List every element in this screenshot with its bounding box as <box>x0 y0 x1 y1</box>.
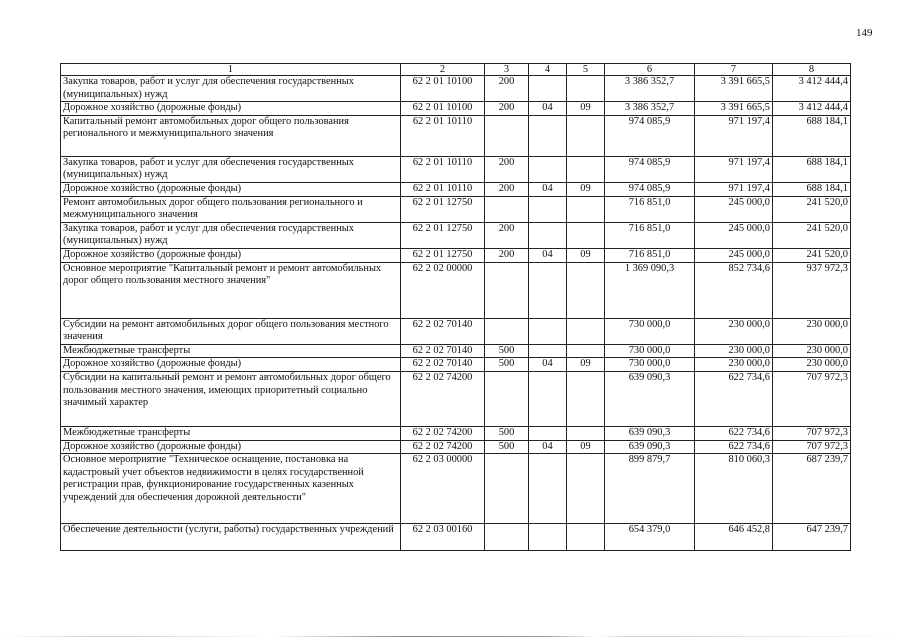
row-col3: 200 <box>485 248 529 262</box>
row-col4 <box>529 426 567 440</box>
row-name: Ремонт автомобильных дорог общего пользования регионального и межмуниципального значения <box>61 196 401 222</box>
row-code: 62 2 01 12750 <box>401 222 485 248</box>
row-col4 <box>529 115 567 156</box>
row-code: 62 2 02 70140 <box>401 344 485 358</box>
row-col4 <box>529 344 567 358</box>
row-col5 <box>567 454 605 524</box>
row-col4 <box>529 156 567 182</box>
row-col6: 654 379,0 <box>605 524 695 551</box>
row-col8: 3 412 444,4 <box>773 102 851 116</box>
row-col4: 04 <box>529 358 567 372</box>
table-row <box>61 440 851 454</box>
row-col8: 688 184,1 <box>773 182 851 196</box>
row-col5: 09 <box>567 182 605 196</box>
row-code: 62 2 01 12750 <box>401 248 485 262</box>
row-code: 62 2 01 10100 <box>401 76 485 102</box>
table-row <box>61 156 851 182</box>
row-col8: 687 239,7 <box>773 454 851 524</box>
row-name: Межбюджетные трансферты <box>61 426 401 440</box>
column-header: 4 <box>529 64 567 76</box>
row-col3 <box>485 196 529 222</box>
column-header: 1 <box>61 64 401 76</box>
row-col5: 09 <box>567 358 605 372</box>
row-name: Закупка товаров, работ и услуг для обеспечения государственных (муниципальных) нужд <box>61 76 401 102</box>
row-col7: 3 391 665,5 <box>695 76 773 102</box>
row-code: 62 2 03 00000 <box>401 454 485 524</box>
row-col7: 245 000,0 <box>695 196 773 222</box>
row-col3: 200 <box>485 222 529 248</box>
table-row <box>61 76 851 102</box>
row-col3 <box>485 371 529 426</box>
table-row <box>61 344 851 358</box>
row-col5: 09 <box>567 102 605 116</box>
row-name: Обеспечение деятельности (услуги, работы) государственных учреждений <box>61 524 401 551</box>
row-name: Основное мероприятие "Техническое оснащение, постановка на кадастровый учет объектов недвижимости в целях государственной регистрации прав, функционирование государственных казенных учреждений для обеспечения дорожной деятельности" <box>61 454 401 524</box>
row-col7: 810 060,3 <box>695 454 773 524</box>
row-col5 <box>567 318 605 344</box>
row-name: Закупка товаров, работ и услуг для обеспечения государственных (муниципальных) нужд <box>61 156 401 182</box>
row-col3: 500 <box>485 344 529 358</box>
row-col5 <box>567 196 605 222</box>
row-col7: 245 000,0 <box>695 222 773 248</box>
row-name: Основное мероприятие "Капитальный ремонт и ремонт автомобильных дорог общего пользования местного значения" <box>61 262 401 318</box>
row-col6: 639 090,3 <box>605 371 695 426</box>
row-code: 62 2 01 10110 <box>401 156 485 182</box>
column-header: 6 <box>605 64 695 76</box>
row-col3: 500 <box>485 426 529 440</box>
table-row <box>61 318 851 344</box>
row-code: 62 2 01 10100 <box>401 102 485 116</box>
row-col5 <box>567 222 605 248</box>
row-col6: 639 090,3 <box>605 426 695 440</box>
row-col3: 200 <box>485 156 529 182</box>
row-col6: 730 000,0 <box>605 344 695 358</box>
table-row <box>61 262 851 318</box>
row-col6: 3 386 352,7 <box>605 76 695 102</box>
row-col6: 730 000,0 <box>605 318 695 344</box>
page-number: 149 <box>856 27 873 39</box>
row-col8: 688 184,1 <box>773 115 851 156</box>
row-col3 <box>485 318 529 344</box>
row-col8: 241 520,0 <box>773 248 851 262</box>
row-code: 62 2 02 74200 <box>401 371 485 426</box>
row-col8: 230 000,0 <box>773 318 851 344</box>
row-col3: 500 <box>485 440 529 454</box>
row-code: 62 2 01 12750 <box>401 196 485 222</box>
row-col7: 622 734,6 <box>695 426 773 440</box>
row-col8: 707 972,3 <box>773 440 851 454</box>
row-name: Капитальный ремонт автомобильных дорог общего пользования регионального и межмуниципального значения <box>61 115 401 156</box>
row-col6: 974 085,9 <box>605 115 695 156</box>
row-col7: 230 000,0 <box>695 318 773 344</box>
row-col8: 707 972,3 <box>773 371 851 426</box>
row-code: 62 2 02 70140 <box>401 318 485 344</box>
row-col8: 647 239,7 <box>773 524 851 551</box>
row-col4 <box>529 222 567 248</box>
row-name: Межбюджетные трансферты <box>61 344 401 358</box>
row-col8: 707 972,3 <box>773 426 851 440</box>
row-col4 <box>529 196 567 222</box>
budget-table <box>60 63 851 551</box>
row-col3 <box>485 262 529 318</box>
row-col4 <box>529 524 567 551</box>
row-col7: 622 734,6 <box>695 371 773 426</box>
row-col7: 971 197,4 <box>695 115 773 156</box>
row-col4 <box>529 262 567 318</box>
row-col6: 974 085,9 <box>605 156 695 182</box>
budget-table-body <box>61 64 851 551</box>
row-col4: 04 <box>529 182 567 196</box>
column-header: 2 <box>401 64 485 76</box>
row-col8: 230 000,0 <box>773 344 851 358</box>
row-name: Субсидии на ремонт автомобильных дорог общего пользования местного значения <box>61 318 401 344</box>
row-col5 <box>567 262 605 318</box>
row-col5 <box>567 156 605 182</box>
row-col4: 04 <box>529 102 567 116</box>
row-col6: 716 851,0 <box>605 196 695 222</box>
row-col8: 241 520,0 <box>773 196 851 222</box>
row-col7: 971 197,4 <box>695 182 773 196</box>
row-col7: 230 000,0 <box>695 344 773 358</box>
column-header: 3 <box>485 64 529 76</box>
row-col6: 716 851,0 <box>605 248 695 262</box>
row-col8: 688 184,1 <box>773 156 851 182</box>
column-header: 8 <box>773 64 851 76</box>
row-col5 <box>567 426 605 440</box>
row-col5 <box>567 371 605 426</box>
table-row <box>61 115 851 156</box>
row-col8: 3 412 444,4 <box>773 76 851 102</box>
table-row <box>61 196 851 222</box>
row-col6: 639 090,3 <box>605 440 695 454</box>
row-code: 62 2 02 00000 <box>401 262 485 318</box>
row-col5 <box>567 76 605 102</box>
table-row <box>61 248 851 262</box>
row-col4: 04 <box>529 440 567 454</box>
row-col6: 3 386 352,7 <box>605 102 695 116</box>
row-col7: 852 734,6 <box>695 262 773 318</box>
row-name: Дорожное хозяйство (дорожные фонды) <box>61 358 401 372</box>
row-col3: 500 <box>485 358 529 372</box>
row-col4: 04 <box>529 248 567 262</box>
row-col7: 230 000,0 <box>695 358 773 372</box>
row-col7: 622 734,6 <box>695 440 773 454</box>
row-code: 62 2 02 70140 <box>401 358 485 372</box>
column-header: 7 <box>695 64 773 76</box>
column-number-row <box>61 64 851 76</box>
row-col6: 974 085,9 <box>605 182 695 196</box>
table-row <box>61 454 851 524</box>
table-row <box>61 371 851 426</box>
row-col7: 971 197,4 <box>695 156 773 182</box>
row-code: 62 2 01 10110 <box>401 182 485 196</box>
table-row <box>61 182 851 196</box>
scan-artifact-line <box>0 636 905 637</box>
row-name: Закупка товаров, работ и услуг для обеспечения государственных (муниципальных) нужд <box>61 222 401 248</box>
row-col6: 899 879,7 <box>605 454 695 524</box>
row-col4 <box>529 76 567 102</box>
row-col8: 230 000,0 <box>773 358 851 372</box>
row-col5 <box>567 524 605 551</box>
row-col8: 937 972,3 <box>773 262 851 318</box>
row-col4 <box>529 318 567 344</box>
row-col3: 200 <box>485 182 529 196</box>
row-col8: 241 520,0 <box>773 222 851 248</box>
row-col3 <box>485 115 529 156</box>
row-code: 62 2 02 74200 <box>401 440 485 454</box>
table-row <box>61 102 851 116</box>
row-col3 <box>485 524 529 551</box>
row-name: Дорожное хозяйство (дорожные фонды) <box>61 248 401 262</box>
row-code: 62 2 03 00160 <box>401 524 485 551</box>
row-name: Дорожное хозяйство (дорожные фонды) <box>61 440 401 454</box>
row-col7: 646 452,8 <box>695 524 773 551</box>
row-col3 <box>485 454 529 524</box>
table-row <box>61 222 851 248</box>
row-name: Дорожное хозяйство (дорожные фонды) <box>61 102 401 116</box>
row-col3: 200 <box>485 102 529 116</box>
row-code: 62 2 02 74200 <box>401 426 485 440</box>
row-name: Дорожное хозяйство (дорожные фонды) <box>61 182 401 196</box>
column-header: 5 <box>567 64 605 76</box>
table-row <box>61 524 851 551</box>
row-col4 <box>529 371 567 426</box>
row-col5 <box>567 115 605 156</box>
row-col7: 245 000,0 <box>695 248 773 262</box>
table-row <box>61 426 851 440</box>
row-code: 62 2 01 10110 <box>401 115 485 156</box>
row-col6: 716 851,0 <box>605 222 695 248</box>
row-col4 <box>529 454 567 524</box>
table-row <box>61 358 851 372</box>
row-name: Субсидии на капитальный ремонт и ремонт автомобильных дорог общего пользования местного значения, имеющих приоритетный социально значимый характер <box>61 371 401 426</box>
row-col6: 1 369 090,3 <box>605 262 695 318</box>
row-col5: 09 <box>567 248 605 262</box>
row-col5: 09 <box>567 440 605 454</box>
row-col3: 200 <box>485 76 529 102</box>
row-col6: 730 000,0 <box>605 358 695 372</box>
row-col5 <box>567 344 605 358</box>
row-col7: 3 391 665,5 <box>695 102 773 116</box>
